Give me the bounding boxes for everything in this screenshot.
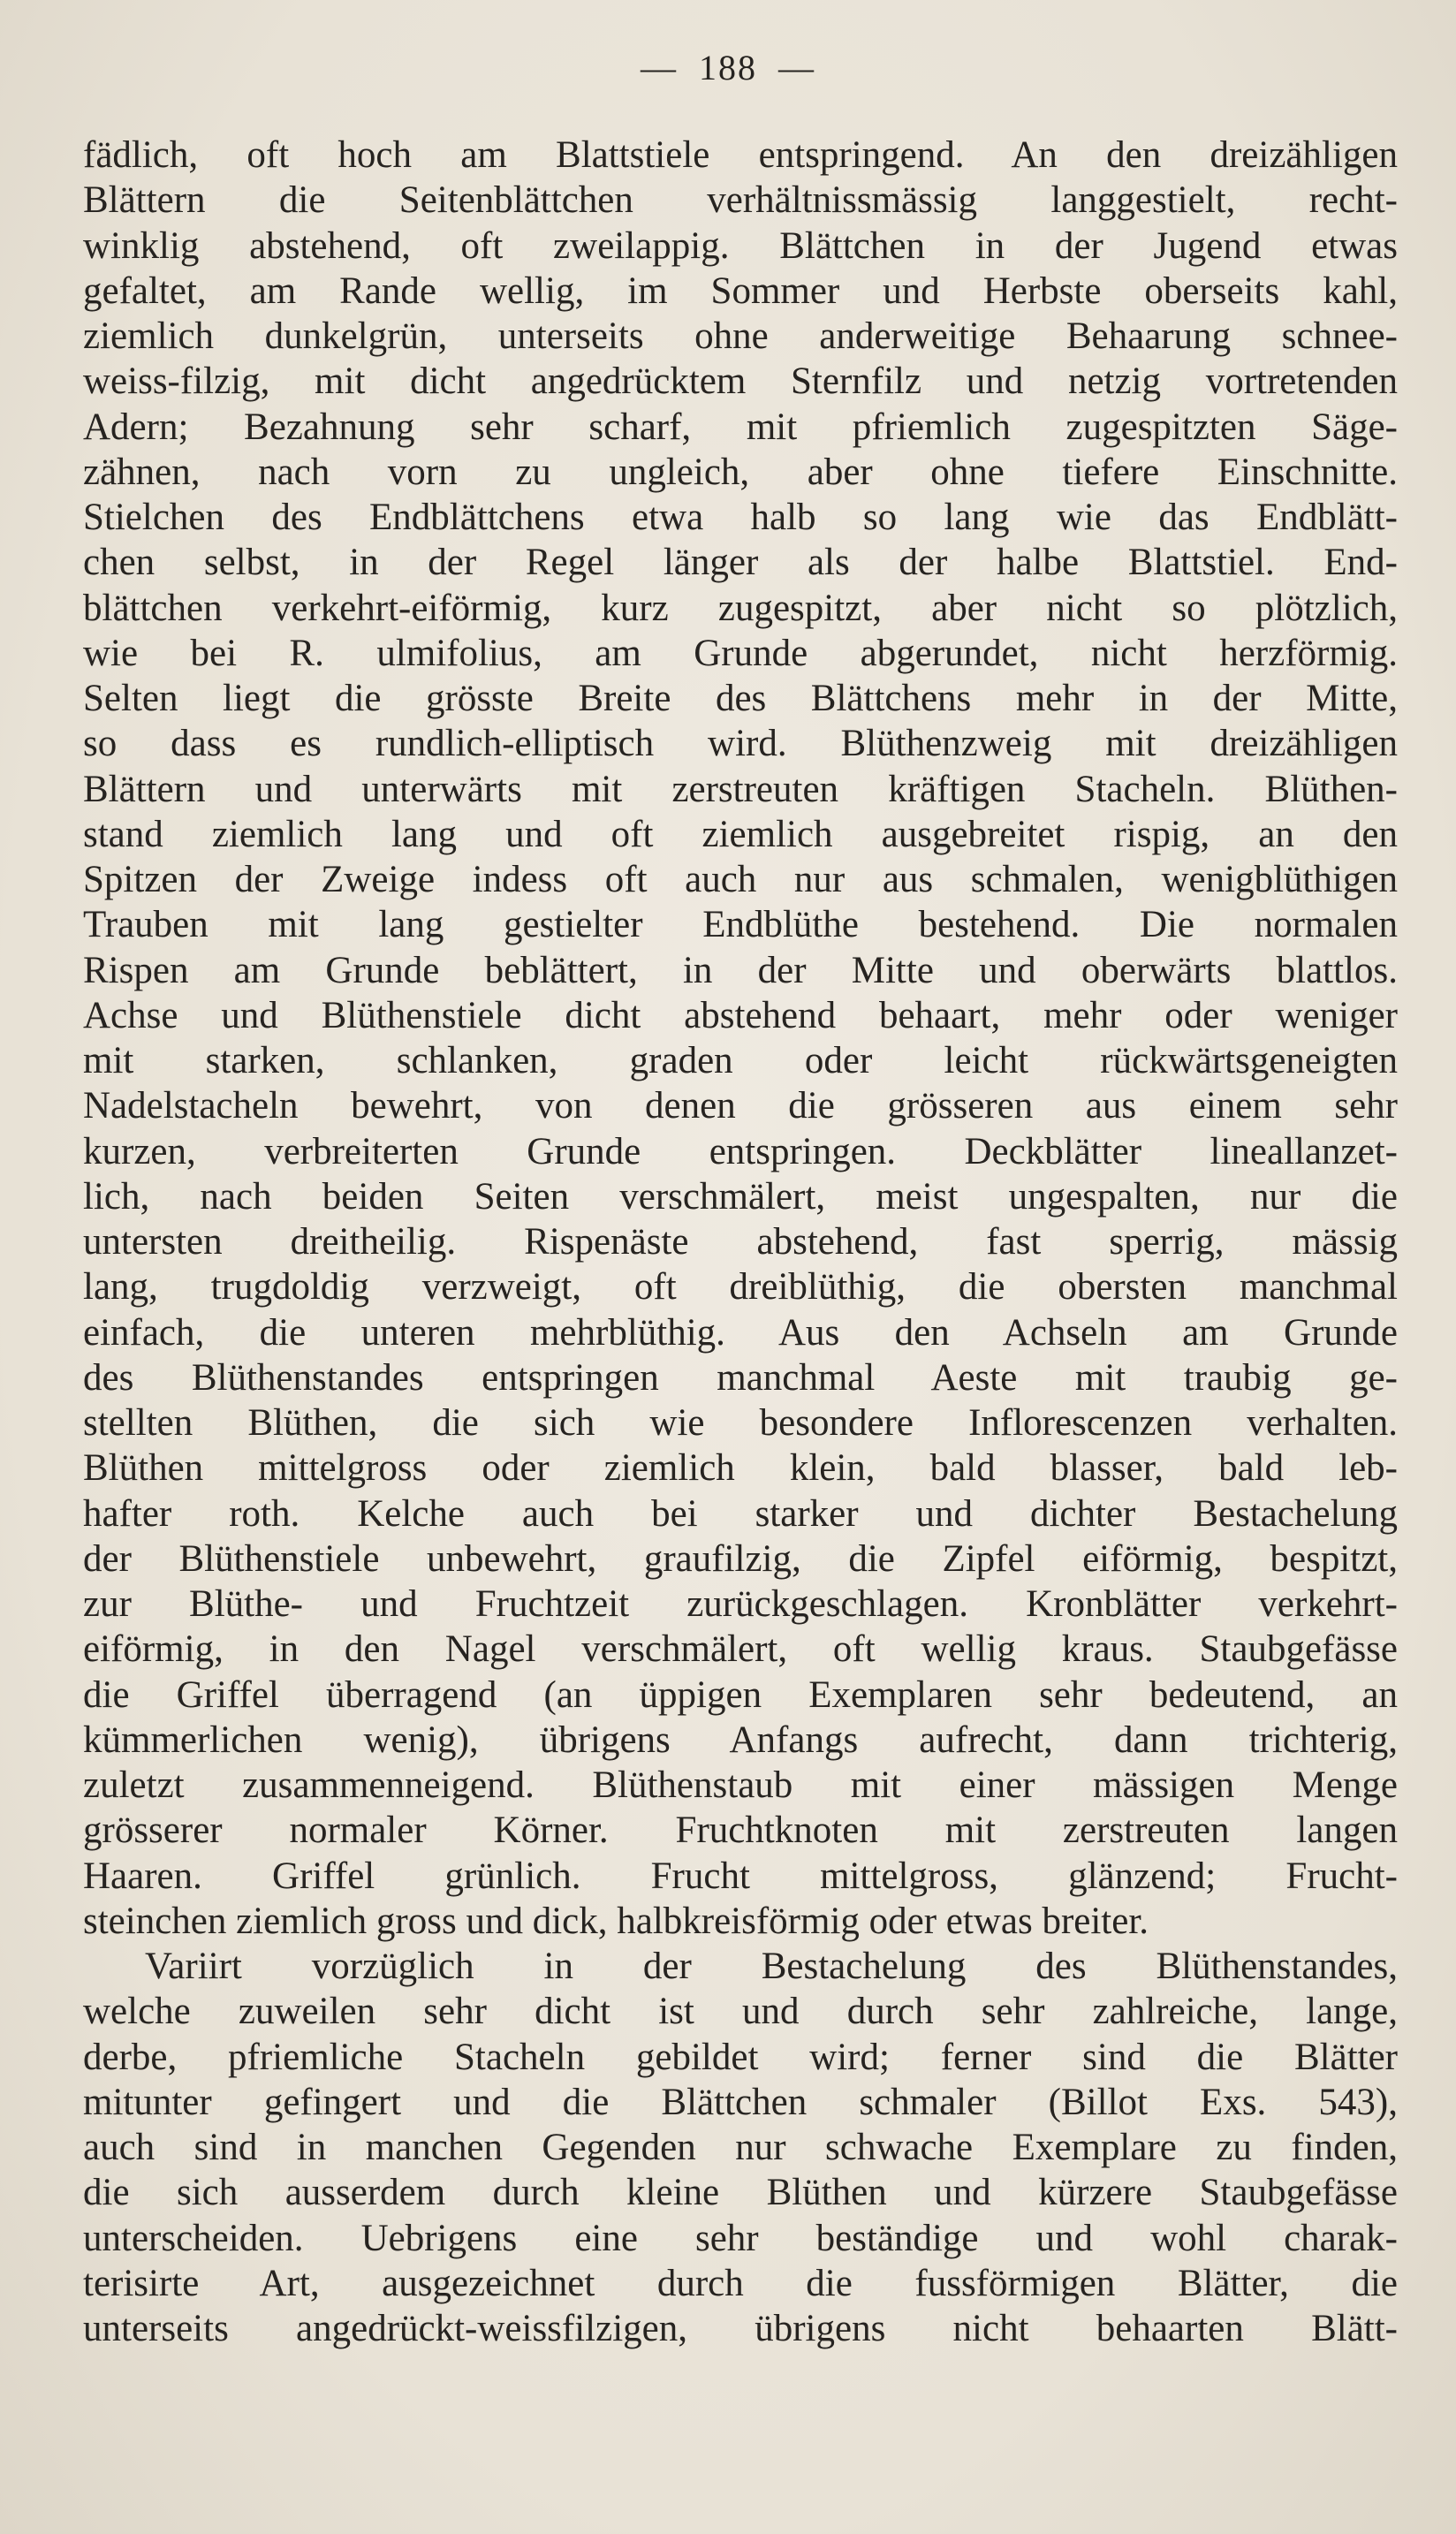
text-line: Selten liegt die grösste Breite des Blättchens mehr in der Mitte, [83,678,1398,719]
text-line: Spitzen der Zweige indess oft auch nur aus schmalen, wenigblüthigen [83,859,1398,900]
header-dash-right: — [778,48,815,87]
text-line: Stielchen des Endblättchens etwa halb so lang wie das Endblätt- [83,497,1398,538]
text-line: stellten Blüthen, die sich wie besondere Inflorescenzen verhalten. [83,1402,1398,1444]
body-text [83,133,1398,2351]
text-line: winklig abstehend, oft zweilappig. Blättchen in der Jugend etwas [83,224,1398,267]
header-dash-left: — [641,48,678,87]
text-line: die Griffel überragend (an üppigen Exemplaren sehr bedeutend, an [83,1673,1398,1716]
text-line: mitunter gefingert und die Blättchen schmaler (Billot Exs. 543), [83,2081,1398,2123]
text-line: derbe, pfriemliche Stacheln gebildet wird; ferner sind die Blätter [83,2036,1398,2078]
text-line: Blättern und unterwärts mit zerstreuten kräftigen Stacheln. Blüthen- [83,768,1398,810]
text-line: lang, trugdoldig verzweigt, oft dreiblüthig, die obersten manchmal [83,1266,1398,1309]
page-number: 188 [699,48,757,87]
text-line: kümmerlichen wenig), übrigens Anfangs aufrecht, dann trichterig, [83,1718,1398,1761]
text-line: Rispen am Grunde beblättert, in der Mitte und oberwärts blattlos. [83,949,1398,991]
text-line: zuletzt zusammenneigend. Blüthenstaub mit einer mässigen Menge [83,1764,1398,1806]
text-line: Nadelstacheln bewehrt, von denen die grösseren aus einem sehr [83,1085,1398,1127]
text-line: wie bei R. ulmifolius, am Grunde abgerundet, nicht herzförmig. [83,632,1398,674]
page-header [0,46,1456,90]
text-line: des Blüthenstandes entspringen manchmal Aeste mit traubig ge- [83,1356,1398,1399]
text-line: weiss-filzig, mit dicht angedrücktem Sternfilz und netzig vortretenden [83,360,1398,403]
text-line: mit starken, schlanken, graden oder leicht rückwärtsgeneigten [83,1040,1398,1081]
text-line: ziemlich dunkelgrün, unterseits ohne anderweitige Behaarung schnee- [83,315,1398,357]
text-line: terisirte Art, ausgezeichnet durch die fussförmigen Blätter, die [83,2262,1398,2304]
text-line: zähnen, nach vorn zu ungleich, aber ohne tiefere Einschnitte. [83,451,1398,493]
text-line: zur Blüthe- und Fruchtzeit zurückgeschlagen. Kronblätter verkehrt- [83,1583,1398,1625]
text-line: Haaren. Griffel grünlich. Frucht mittelgross, glänzend; Frucht- [83,1855,1398,1897]
text-line: blättchen verkehrt-eiförmig, kurz zugespitzt, aber nicht so plötzlich, [83,587,1398,629]
text-line: Blättern die Seitenblättchen verhältnissmässig langgestielt, recht- [83,179,1398,222]
text-line: gefaltet, am Rande wellig, im Sommer und Herbste oberseits kahl, [83,269,1398,312]
text-line: die sich ausserdem durch kleine Blüthen und kürzere Staubgefässe [83,2172,1398,2214]
text-line: unterscheiden. Uebrigens eine sehr beständige und wohl charak- [83,2217,1398,2259]
text-line: Blüthen mittelgross oder ziemlich klein, bald blasser, bald leb- [83,1447,1398,1490]
text-line: auch sind in manchen Gegenden nur schwache Exemplare zu finden, [83,2127,1398,2168]
text-line: so dass es rundlich-elliptisch wird. Blüthenzweig mit dreizähligen [83,723,1398,765]
text-line: einfach, die unteren mehrblüthig. Aus den Achseln am Grunde [83,1311,1398,1354]
text-line: hafter roth. Kelche auch bei starker und dichter Bestachelung [83,1492,1398,1535]
text-line: welche zuweilen sehr dicht ist und durch sehr zahlreiche, lange, [83,1991,1398,2033]
text-line: der Blüthenstiele unbewehrt, graufilzig, die Zipfel eiförmig, bespitzt, [83,1537,1398,1580]
text-line: untersten dreitheilig. Rispenäste abstehend, fast sperrig, mässig [83,1221,1398,1263]
text-line: chen selbst, in der Regel länger als der halbe Blattstiel. End- [83,542,1398,584]
text-line: unterseits angedrückt-weissfilzigen, übrigens nicht behaarten Blätt- [83,2308,1398,2349]
text-line: Adern; Bezahnung sehr scharf, mit pfriemlich zugespitzten Säge- [83,406,1398,448]
text-line: steinchen ziemlich gross und dick, halbkreisförmig oder etwas breiter. [83,1900,1149,1942]
text-line: Achse und Blüthenstiele dicht abstehend behaart, mehr oder weniger [83,994,1398,1036]
text-line: eiförmig, in den Nagel verschmälert, oft wellig kraus. Staubgefässe [83,1628,1398,1671]
text-line: stand ziemlich lang und oft ziemlich ausgebreitet rispig, an den [83,813,1398,855]
text-line: Variirt vorzüglich in der Bestachelung des Blüthenstandes, [145,1946,1398,1987]
text-line: fädlich, oft hoch am Blattstiele entspringend. An den dreizähligen [83,134,1398,176]
text-line: Trauben mit lang gestielter Endblüthe bestehend. Die normalen [83,904,1398,946]
text-line: lich, nach beiden Seiten verschmälert, meist ungespalten, nur die [83,1175,1398,1218]
text-line: kurzen, verbreiterten Grunde entspringen. Deckblätter lineallanzet- [83,1130,1398,1172]
text-line: grösserer normaler Körner. Fruchtknoten mit zerstreuten langen [83,1809,1398,1852]
